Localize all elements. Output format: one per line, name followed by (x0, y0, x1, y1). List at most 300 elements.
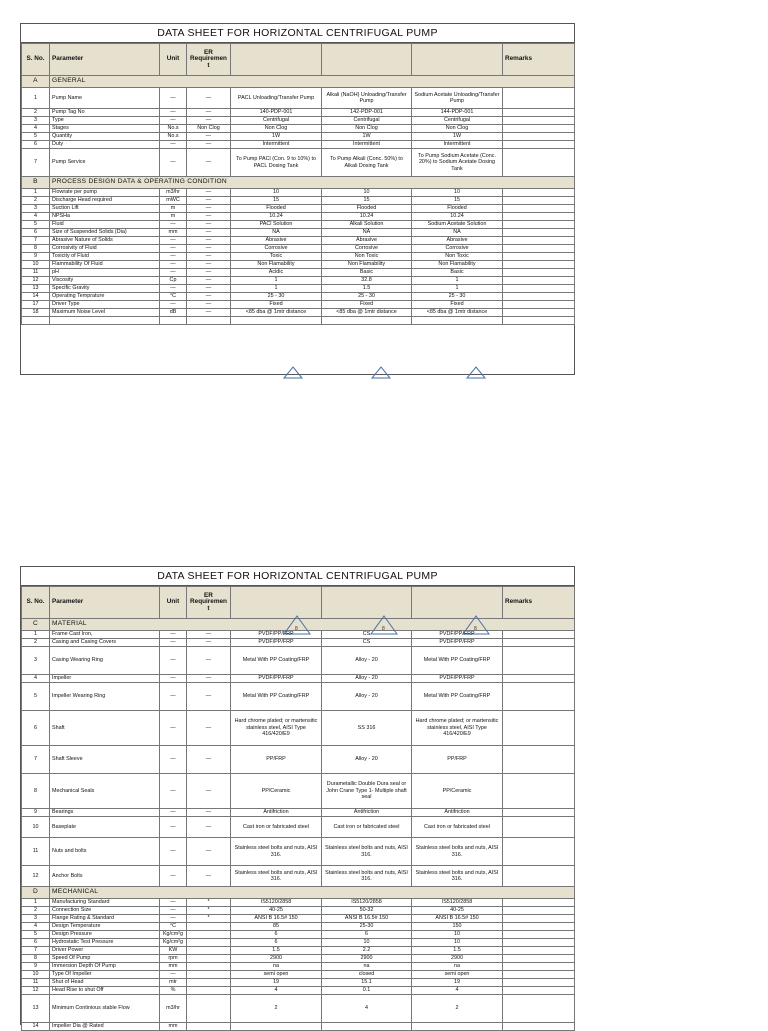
cell-unit: dB (160, 309, 187, 317)
table-row (22, 245, 575, 253)
revision-triangle-icon (283, 366, 303, 374)
section-name: PROCESS DESIGN DATA & OPERATING CONDITION (50, 177, 575, 189)
cell-sno: 17 (22, 301, 50, 309)
cell-value-3: Metal With PP Coating/FRP (412, 647, 503, 675)
cell-remarks (503, 149, 575, 177)
cell-sno: 8 (22, 245, 50, 253)
table-row (22, 221, 575, 229)
cell-sno: 7 (22, 149, 50, 177)
cell-value-2 (322, 1023, 412, 1031)
cell-value-3: Non Toxic (412, 253, 503, 261)
cell-value-2: 1W (322, 133, 412, 141)
cell-sno: 14 (22, 1023, 50, 1031)
cell-remarks (503, 647, 575, 675)
cell-value-3: Basic (412, 269, 503, 277)
cell-er (187, 317, 231, 325)
cell-unit: — (160, 631, 187, 639)
cell-value-3: Centrifugal (412, 117, 503, 125)
cell-value-1: Abrasive (231, 237, 322, 245)
cell-sno: 3 (22, 647, 50, 675)
cell-parameter: Abrasive Nature of Solids (50, 237, 160, 245)
cell-value-2: closed (322, 971, 412, 979)
cell-unit: — (160, 237, 187, 245)
cell-value-1: 2 (231, 995, 322, 1023)
header-value-3 (412, 587, 503, 619)
cell-value-2: Cast iron or fabricated steel (322, 817, 412, 838)
cell-value-2: NA (322, 229, 412, 237)
cell-remarks (503, 88, 575, 109)
cell-parameter: Impeller (50, 675, 160, 683)
table-row (22, 309, 575, 317)
cell-unit: m (160, 205, 187, 213)
cell-value-3: 10.24 (412, 213, 503, 221)
cell-parameter: pH (50, 269, 160, 277)
cell-er: — (187, 197, 231, 205)
cell-parameter: Pump Service (50, 149, 160, 177)
cell-unit: m (160, 213, 187, 221)
cell-value-3: 10 (412, 931, 503, 939)
cell-value-3: Non Flamability (412, 261, 503, 269)
cell-unit: — (160, 117, 187, 125)
cell-value-2: Non Flamability (322, 261, 412, 269)
cell-sno: 1 (22, 189, 50, 197)
cell-value-2: Stainless steel bolts and nuts, AISI 316. (322, 866, 412, 887)
cell-value-2: Fixed (322, 301, 412, 309)
cell-er (187, 1023, 231, 1031)
cell-er: — (187, 205, 231, 213)
table-row (22, 746, 575, 774)
cell-value-1: 1.5 (231, 947, 322, 955)
cell-remarks (503, 141, 575, 149)
cell-sno: 12 (22, 866, 50, 887)
cell-remarks (503, 277, 575, 285)
cell-er: — (187, 675, 231, 683)
table-row (22, 947, 575, 955)
cell-er: — (187, 189, 231, 197)
cell-parameter: Driver Type (50, 301, 160, 309)
cell-value-1: PVDF/PP/FRP (231, 639, 322, 647)
cell-parameter: Driver Power (50, 947, 160, 955)
cell-sno: 2 (22, 907, 50, 915)
cell-value-3: Fixed (412, 301, 503, 309)
cell-value-2: Basic (322, 269, 412, 277)
cell-parameter: Flowrate per pump (50, 189, 160, 197)
cell-er: — (187, 809, 231, 817)
cell-er (187, 987, 231, 995)
cell-parameter: Minimum Continious stable Flow (50, 995, 160, 1023)
cell-value-3: 19 (412, 979, 503, 987)
cell-unit: — (160, 141, 187, 149)
cell-er: — (187, 293, 231, 301)
cell-parameter: Anchor Bolts (50, 866, 160, 887)
cell-er: — (187, 838, 231, 866)
cell-parameter: Connection Size (50, 907, 160, 915)
revision-triangle-icon (462, 615, 490, 635)
header-remarks: Remarks (503, 44, 575, 76)
cell-unit: KW (160, 947, 187, 955)
table-row (22, 149, 575, 177)
cell-remarks (503, 915, 575, 923)
cell-parameter: Quantity (50, 133, 160, 141)
cell-parameter: Head Rise to shut Off (50, 987, 160, 995)
cell-sno: 5 (22, 221, 50, 229)
table-row (22, 809, 575, 817)
cell-value-1: 4 (231, 987, 322, 995)
cell-value-3: To Pump Sodium Acetate (Conc. 20%) to Sodium Acetate Dosing Tank (412, 149, 503, 177)
cell-value-3: 144-PDP-001 (412, 109, 503, 117)
table-row (22, 711, 575, 746)
cell-unit: mtr (160, 979, 187, 987)
table-row (22, 125, 575, 133)
cell-er: — (187, 746, 231, 774)
cell-parameter: Flammability Of Fluid (50, 261, 160, 269)
cell-value-3: 2900 (412, 955, 503, 963)
cell-er: — (187, 277, 231, 285)
cell-parameter: Shut of Head (50, 979, 160, 987)
table-row (22, 683, 575, 711)
header-er: ER Requirement (187, 587, 231, 619)
cell-parameter: Maximum Noise Level (50, 309, 160, 317)
header-value-3 (412, 44, 503, 76)
table-row (22, 838, 575, 866)
cell-remarks (503, 301, 575, 309)
data-sheet-1 (20, 23, 575, 375)
cell-parameter: Speed Of Pump (50, 955, 160, 963)
cell-value-2: 10 (322, 939, 412, 947)
cell-sno: 1 (22, 88, 50, 109)
cell-value-1: 1 (231, 285, 322, 293)
table-row (22, 237, 575, 245)
cell-remarks (503, 955, 575, 963)
header-value-2 (322, 587, 412, 619)
revision-mark: 8 (382, 626, 385, 632)
cell-value-2 (322, 317, 412, 325)
revision-mark: 8 (474, 626, 477, 632)
cell-unit: °C (160, 923, 187, 931)
cell-parameter: Nuts and bolts (50, 838, 160, 866)
cell-remarks (503, 237, 575, 245)
cell-value-1: 40-25 (231, 907, 322, 915)
cell-remarks (503, 221, 575, 229)
cell-value-1: PVDF/PP/FRP (231, 675, 322, 683)
cell-remarks (503, 711, 575, 746)
table-row (22, 253, 575, 261)
cell-value-1: Cast iron or fabricated steel (231, 817, 322, 838)
cell-value-1: Non Clog (231, 125, 322, 133)
table-row (22, 963, 575, 971)
cell-value-2: 25-30 (322, 923, 412, 931)
cell-value-3: 1W (412, 133, 503, 141)
cell-sno: 8 (22, 774, 50, 809)
cell-value-2: Alloy - 20 (322, 675, 412, 683)
cell-unit: — (160, 221, 187, 229)
cell-unit: — (160, 301, 187, 309)
cell-er: — (187, 88, 231, 109)
cell-er: — (187, 817, 231, 838)
cell-value-2: Non Toxic (322, 253, 412, 261)
table-row (22, 907, 575, 915)
cell-value-3: Stainless steel bolts and nuts, AISI 316. (412, 838, 503, 866)
cell-parameter: Viscosity (50, 277, 160, 285)
cell-value-1 (231, 1023, 322, 1031)
cell-sno: 3 (22, 205, 50, 213)
table-row (22, 987, 575, 995)
cell-unit: Cp (160, 277, 187, 285)
cell-unit: m3/hr (160, 995, 187, 1023)
cell-unit: — (160, 639, 187, 647)
cell-value-1: 10.24 (231, 213, 322, 221)
cell-value-1: 1 (231, 277, 322, 285)
cell-sno: 7 (22, 746, 50, 774)
cell-remarks (503, 963, 575, 971)
cell-sno: 10 (22, 971, 50, 979)
cell-sno: 9 (22, 963, 50, 971)
header-sno: S. No. (22, 44, 50, 76)
cell-remarks (503, 293, 575, 301)
cell-sno: 9 (22, 809, 50, 817)
cell-remarks (503, 939, 575, 947)
cell-unit: rpm (160, 955, 187, 963)
table-row (22, 109, 575, 117)
cell-unit: — (160, 269, 187, 277)
cell-sno: 2 (22, 639, 50, 647)
table-row (22, 817, 575, 838)
cell-unit: — (160, 683, 187, 711)
cell-unit (160, 317, 187, 325)
cell-unit: — (160, 109, 187, 117)
header-value-1 (231, 587, 322, 619)
cell-value-3: 40-25 (412, 907, 503, 915)
cell-unit: — (160, 261, 187, 269)
cell-sno: 6 (22, 229, 50, 237)
cell-value-1: na (231, 963, 322, 971)
cell-er: — (187, 269, 231, 277)
table-row (22, 261, 575, 269)
cell-value-3: ANSI B 16.5# 150 (412, 915, 503, 923)
cell-sno: 1 (22, 631, 50, 639)
table-row (22, 117, 575, 125)
cell-parameter: Impeller Wearing Ring (50, 683, 160, 711)
section-name: GENERAL (50, 76, 575, 88)
sheet-table (21, 586, 575, 1031)
cell-value-1: ANSI B 16.5# 150 (231, 915, 322, 923)
cell-parameter: Impeller Dia @ Rated (50, 1023, 160, 1031)
cell-value-3: Cast iron or fabricated steel (412, 817, 503, 838)
table-row (22, 277, 575, 285)
cell-parameter: NPSHa (50, 213, 160, 221)
cell-value-3: semi open (412, 971, 503, 979)
cell-er (187, 947, 231, 955)
revision-mark: 8 (295, 626, 298, 632)
cell-sno: 6 (22, 711, 50, 746)
cell-value-1: Metal With PP Coating/FRP (231, 683, 322, 711)
cell-remarks (503, 269, 575, 277)
table-row (22, 995, 575, 1023)
cell-parameter: Design Pressure (50, 931, 160, 939)
table-row (22, 293, 575, 301)
cell-value-3: IS5120/2858 (412, 899, 503, 907)
cell-remarks (503, 229, 575, 237)
cell-sno: 1 (22, 899, 50, 907)
cell-remarks (503, 987, 575, 995)
cell-parameter: Flange Rating & Standard (50, 915, 160, 923)
cell-er: — (187, 639, 231, 647)
cell-er: Non Clog (187, 125, 231, 133)
cell-value-1: PACl Solution (231, 221, 322, 229)
cell-value-3: Stainless steel bolts and nuts, AISI 316. (412, 866, 503, 887)
section-row (22, 177, 575, 189)
sheet-table (21, 43, 575, 325)
table-row (22, 229, 575, 237)
cell-sno: 13 (22, 285, 50, 293)
cell-sno: 7 (22, 947, 50, 955)
section-letter: B (22, 177, 50, 189)
cell-value-3: Metal With PP Coating/FRP (412, 683, 503, 711)
cell-sno: 4 (22, 675, 50, 683)
header-parameter: Parameter (50, 44, 160, 76)
cell-parameter (50, 317, 160, 325)
cell-sno: 5 (22, 931, 50, 939)
cell-value-2: 10.24 (322, 213, 412, 221)
table-row (22, 923, 575, 931)
cell-value-2: ANSI B 16.5# 150 (322, 915, 412, 923)
cell-unit: — (160, 838, 187, 866)
cell-value-3: PP/FRP (412, 746, 503, 774)
cell-value-2: 4 (322, 995, 412, 1023)
cell-value-2: na (322, 963, 412, 971)
cell-unit: — (160, 88, 187, 109)
cell-er: — (187, 213, 231, 221)
sheet-title: DATA SHEET FOR HORIZONTAL CENTRIFUGAL PUMP (21, 567, 574, 586)
cell-er (187, 963, 231, 971)
cell-unit: — (160, 866, 187, 887)
section-letter: A (22, 76, 50, 88)
cell-unit: — (160, 774, 187, 809)
cell-unit: — (160, 675, 187, 683)
revision-triangle-icon (466, 366, 486, 374)
cell-sno: 18 (22, 309, 50, 317)
cell-value-3: 15 (412, 197, 503, 205)
cell-parameter: Baseplate (50, 817, 160, 838)
cell-value-2: To Pump Alkali (Conc. 50%) to Alkali Dosing Tank (322, 149, 412, 177)
cell-er (187, 979, 231, 987)
cell-value-2: 6 (322, 931, 412, 939)
cell-parameter: Pump Name (50, 88, 160, 109)
cell-sno: 5 (22, 133, 50, 141)
table-row (22, 133, 575, 141)
header-er: ER Requirement (187, 44, 231, 76)
section-letter: C (22, 619, 50, 631)
cell-value-1: Metal With PP Coating/FRP (231, 647, 322, 675)
table-row (22, 1023, 575, 1031)
cell-value-3: Abrasive (412, 237, 503, 245)
revision-triangle-icon (370, 615, 398, 635)
cell-sno: 3 (22, 915, 50, 923)
cell-parameter: Design Temperature (50, 923, 160, 931)
table-row (22, 141, 575, 149)
cell-remarks (503, 931, 575, 939)
table-row (22, 205, 575, 213)
cell-sno: 6 (22, 939, 50, 947)
cell-er: * (187, 907, 231, 915)
cell-er: — (187, 141, 231, 149)
cell-unit: — (160, 746, 187, 774)
cell-remarks (503, 261, 575, 269)
cell-sno: 14 (22, 293, 50, 301)
cell-er (187, 971, 231, 979)
section-name: MATERIAL (50, 619, 575, 631)
cell-remarks (503, 817, 575, 838)
cell-remarks (503, 117, 575, 125)
cell-unit: — (160, 149, 187, 177)
table-row (22, 915, 575, 923)
cell-sno: 7 (22, 237, 50, 245)
cell-value-3: Sodium Acetate Unloading/Transfer Pump (412, 88, 503, 109)
cell-sno (22, 317, 50, 325)
cell-value-3: Corrosive (412, 245, 503, 253)
cell-remarks (503, 125, 575, 133)
cell-value-2: 10 (322, 189, 412, 197)
cell-er: — (187, 285, 231, 293)
cell-er (187, 923, 231, 931)
cell-parameter: Suction Lift (50, 205, 160, 213)
cell-er: — (187, 229, 231, 237)
cell-value-2: Alloy - 20 (322, 683, 412, 711)
section-row (22, 887, 575, 899)
cell-remarks (503, 213, 575, 221)
cell-value-3: PVDF/PP/FRP (412, 675, 503, 683)
cell-remarks (503, 774, 575, 809)
cell-unit: — (160, 647, 187, 675)
cell-er: — (187, 109, 231, 117)
cell-unit: — (160, 711, 187, 746)
table-row (22, 939, 575, 947)
header-value-1 (231, 44, 322, 76)
cell-unit: °C (160, 293, 187, 301)
cell-value-2: Centrifugal (322, 117, 412, 125)
cell-value-3: Sodium Acetate Solution (412, 221, 503, 229)
cell-value-3: NA (412, 229, 503, 237)
table-row (22, 675, 575, 683)
cell-unit: mm (160, 1023, 187, 1031)
cell-er: — (187, 647, 231, 675)
cell-sno: 4 (22, 213, 50, 221)
cell-value-2: Flooded (322, 205, 412, 213)
header-remarks: Remarks (503, 587, 575, 619)
cell-parameter: Shaft Sleeve (50, 746, 160, 774)
cell-remarks (503, 197, 575, 205)
cell-sno: 2 (22, 109, 50, 117)
table-row (22, 866, 575, 887)
cell-value-2: 15.1 (322, 979, 412, 987)
cell-parameter: Type (50, 117, 160, 125)
cell-unit: — (160, 915, 187, 923)
cell-remarks (503, 253, 575, 261)
section-row (22, 76, 575, 88)
section-letter: D (22, 887, 50, 899)
cell-parameter: Type Of Impeller (50, 971, 160, 979)
cell-remarks (503, 899, 575, 907)
cell-sno: 2 (22, 197, 50, 205)
cell-value-1: 15 (231, 197, 322, 205)
table-row (22, 971, 575, 979)
cell-value-2: CS (322, 639, 412, 647)
cell-value-3: 1 (412, 285, 503, 293)
cell-sno: 11 (22, 979, 50, 987)
cell-sno: 8 (22, 955, 50, 963)
cell-value-3: 2 (412, 995, 503, 1023)
cell-value-1: Centrifugal (231, 117, 322, 125)
